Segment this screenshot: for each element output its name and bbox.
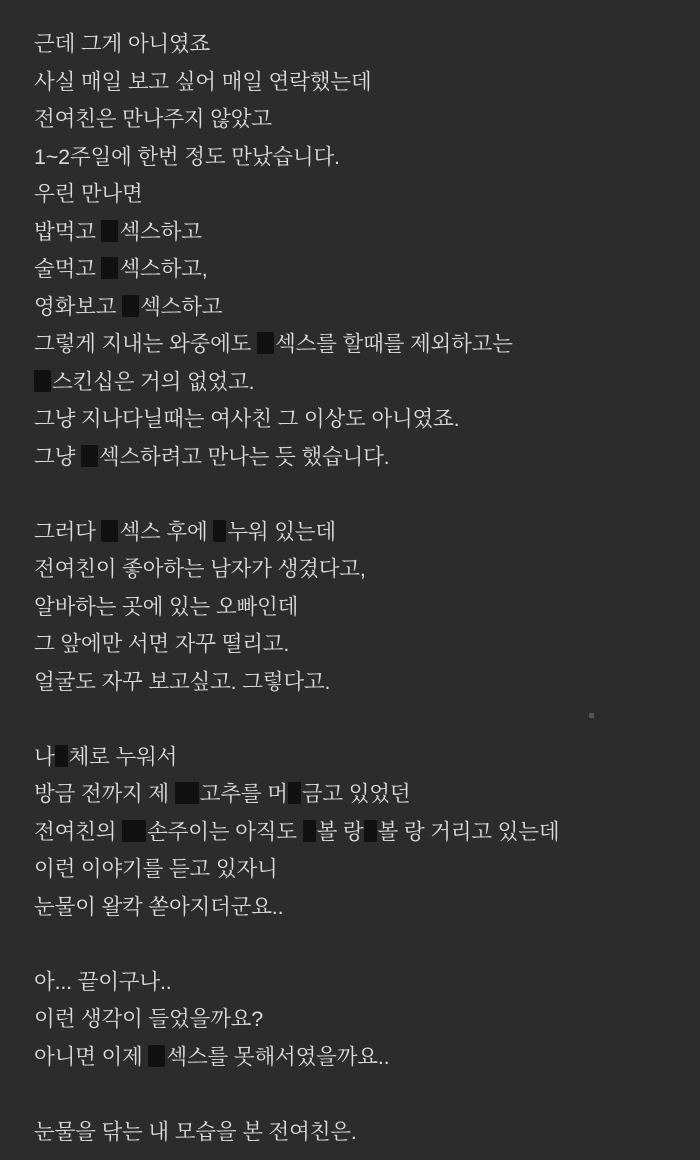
text-line-redacted: 방금 전까지 제 고추를 머 금고 있었던: [34, 782, 411, 806]
text-block: [34, 26, 670, 1151]
image-speck: [589, 713, 594, 718]
redaction-block: [213, 520, 226, 542]
redaction-block: [55, 745, 68, 767]
redaction-block: [364, 820, 377, 842]
text-line-redacted: 나 체로 누워서: [34, 744, 178, 769]
text-line-redacted: 전여친의 손주이는 아직도 볼 랑 볼 랑 거리고 있는데: [34, 819, 560, 844]
text-line: 이런 이야기를 듣고 있자니: [34, 857, 278, 881]
text-line-redacted: 영화보고 섹스하고: [34, 294, 223, 319]
redaction-block: [122, 820, 146, 842]
redaction-block: [122, 295, 139, 317]
text-line-blank: [34, 1076, 670, 1114]
redaction-block: [148, 1045, 165, 1067]
text-line-blank: [34, 476, 670, 514]
text-line: 이런 생각이 들었을까요?: [34, 1007, 263, 1031]
text-line: 1~2주일에 한번 정도 만났습니다.: [34, 144, 340, 169]
redaction-block: [303, 820, 316, 842]
text-line: 우린 만나면: [34, 182, 143, 206]
text-line: 알바하는 곳에 있는 오빠인데: [34, 594, 299, 619]
text-line-redacted: 그러다 섹스 후에 누워 있는데: [34, 519, 336, 544]
text-line: 그 앞에만 서면 자꾸 떨리고.: [34, 632, 290, 656]
text-line: 전여친이 좋아하는 남자가 생겼다고,: [34, 557, 366, 581]
text-line-redacted: 그냥 섹스하려고 만나는 듯 했습니다.: [34, 444, 390, 469]
text-line-redacted: 그렇게 지내는 와중에도 섹스를 할때를 제외하고는: [34, 332, 513, 356]
text-line: 눈물을 닦는 내 모습을 본 전여친은.: [34, 1119, 357, 1144]
text-line-redacted: 밥먹고 섹스하고: [34, 219, 202, 244]
text-line-blank: [34, 701, 670, 739]
redaction-block: [101, 220, 118, 242]
text-line: 눈물이 왈칵 쏟아지더군요..: [34, 894, 284, 919]
text-line-redacted: 아니면 이제 섹스를 못해서였을까요..: [34, 1044, 390, 1069]
redaction-block: [257, 332, 274, 354]
redaction-block: [101, 257, 118, 279]
redaction-block: [101, 520, 118, 542]
text-line: 사실 매일 보고 싶어 매일 연락했는데: [34, 69, 372, 94]
text-line: 전여친은 만나주지 않았고: [34, 107, 272, 131]
text-line-blank: [34, 926, 670, 964]
text-line: 얼굴도 자꾸 보고싶고. 그렇다고.: [34, 669, 331, 694]
redaction-block: [81, 445, 98, 467]
redaction-block: [288, 782, 301, 804]
text-line: 아... 끝이구나..: [34, 969, 172, 994]
text-line-redacted: 술먹고 섹스하고,: [34, 257, 208, 281]
text-line: 근데 그게 아니였죠: [34, 32, 211, 56]
redaction-block: [175, 782, 199, 804]
text-line: 그냥 지나다닐때는 여사친 그 이상도 아니였죠.: [34, 407, 460, 431]
text-line-redacted: 스킨십은 거의 없었고.: [34, 364, 670, 402]
redaction-block: [34, 370, 51, 392]
